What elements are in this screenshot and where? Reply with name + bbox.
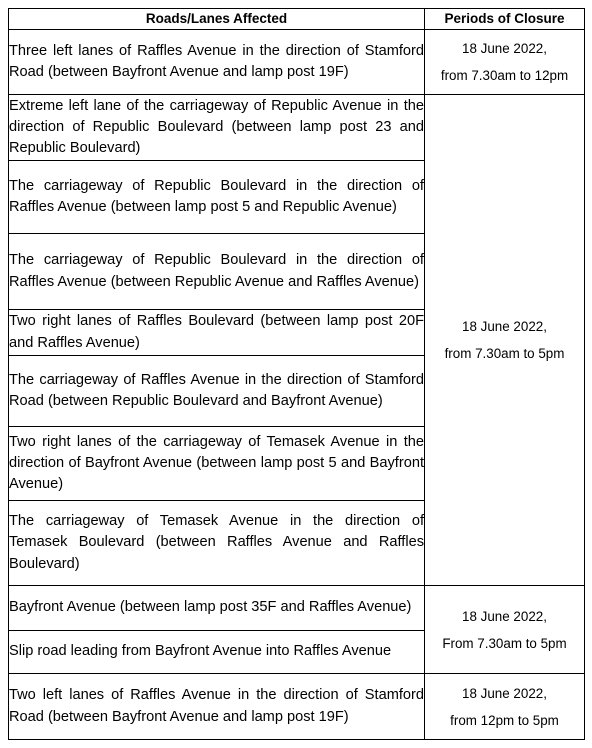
period-time: from 7.30am to 12pm [440,68,569,83]
period-time: from 12pm to 5pm [450,712,559,728]
period-date: 18 June 2022, [462,685,547,701]
road-cell: Two right lanes of the carriageway of Temasek Avenue in the direction of Bayfront Avenue (between lamp post 5 and Bayfront Avenue) [9,427,425,501]
period-cell [425,95,585,586]
table-row [9,95,585,161]
period-cell [425,30,585,95]
road-cell: The carriageway of Temasek Avenue in the direction of Temasek Boulevard (between Raffles Avenue and Raffles Boulevard) [9,501,425,586]
period-date: 18 June 2022, [462,608,547,624]
header-roads-affected: Roads/Lanes Affected [9,9,425,30]
road-cell: The carriageway of Raffles Avenue in the direction of Stamford Road (between Republic Boulevard and Bayfront Avenue) [9,356,425,427]
period-time: from 7.30am to 5pm [444,346,565,361]
table-row [9,586,585,631]
period-time: From 7.30am to 5pm [442,635,567,651]
header-periods-of-closure: Periods of Closure [425,9,585,30]
table-row [9,674,585,740]
road-cell: Slip road leading from Bayfront Avenue into Raffles Avenue [9,631,425,674]
table-row [9,30,585,95]
road-cell: The carriageway of Republic Boulevard in the direction of Raffles Avenue (between lamp post 5 and Republic Avenue) [9,161,425,234]
period-date: 18 June 2022, [462,41,547,56]
road-cell: Two left lanes of Raffles Avenue in the direction of Stamford Road (between Bayfront Avenue and lamp post 19F) [9,674,425,740]
period-cell [425,674,585,740]
road-cell: Two right lanes of Raffles Boulevard (between lamp post 20F and Raffles Avenue) [9,310,425,356]
road-cell: Bayfront Avenue (between lamp post 35F and Raffles Avenue) [9,586,425,631]
road-cell: The carriageway of Republic Boulevard in the direction of Raffles Avenue (between Republic Avenue and Raffles Avenue) [9,234,425,310]
period-cell [425,586,585,674]
header-row [9,9,585,30]
road-cell: Extreme left lane of the carriageway of Republic Avenue in the direction of Republic Boulevard (between lamp post 23 and Republic Boulevard) [9,95,425,161]
road-closures-table [8,8,585,740]
road-cell: Three left lanes of Raffles Avenue in the direction of Stamford Road (between Bayfront Avenue and lamp post 19F) [9,30,425,95]
period-date: 18 June 2022, [462,319,547,334]
